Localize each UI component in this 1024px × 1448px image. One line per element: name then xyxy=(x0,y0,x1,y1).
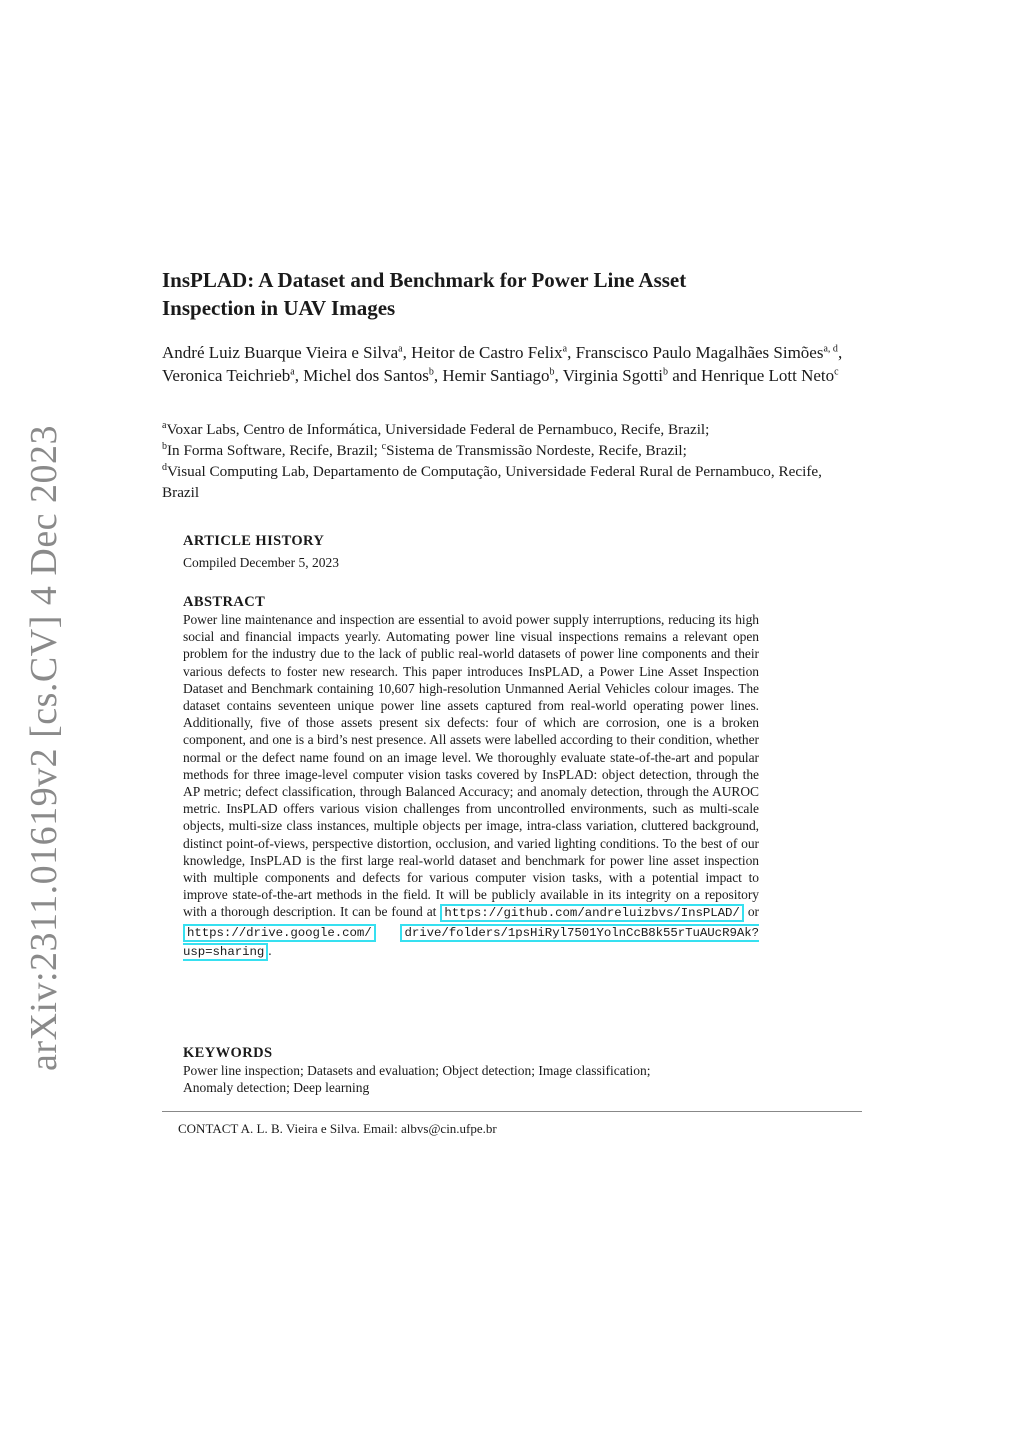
author-6: , Hemir Santiago xyxy=(433,366,550,385)
affiliations xyxy=(162,419,862,503)
arxiv-id-text: arXiv:2311.01619v2 [cs.CV] 4 Dec 2023 xyxy=(23,424,65,1072)
keywords-section xyxy=(183,1044,759,1096)
compiled-date: Compiled December 5, 2023 xyxy=(183,555,339,570)
author-8-sup: c xyxy=(834,366,839,378)
affiliation-d: Visual Computing Lab, Departamento de Computação, Universidade Federal Rural de Pernambuco, Recife, Brazil xyxy=(162,463,822,501)
keywords-heading: KEYWORDS xyxy=(183,1045,273,1061)
affil-b-sup: b xyxy=(162,440,167,452)
contact-footnote: CONTACT A. L. B. Vieira e Silva. Email: albvs@cin.ufpe.br xyxy=(178,1121,497,1136)
author-3: , Franscisco Paulo Magalhães Simões xyxy=(567,343,824,362)
affiliation-a: Voxar Labs, Centro de Informática, Universidade Federal de Pernambuco, Recife, Brazil; xyxy=(166,421,710,438)
abstract-end: . xyxy=(268,942,272,958)
author-3-sup: a, d xyxy=(823,343,838,355)
author-6-sup: b xyxy=(549,366,555,378)
abstract-body xyxy=(183,611,759,961)
abstract-text: Power line maintenance and inspection are essential to avoid power supply interruptions, reducing its high social and financial impacts yearly. Automating power line visual inspections remains a relevant open problem for the industry due to the lack of public real-world datasets of power line components and their various defects to foster new research. This paper introduces InsPLAD, a Power Line Asset Inspection Dataset and Benchmark containing 10,607 high-resolution Unmanned Aerial Vehicles colour images. The dataset contains seventeen unique power line assets captured from real-world operating power lines. Additionally, five of those assets present six defects: four of which are corrosion, one is a broken component, and one is a bird’s nest presence. All assets were labelled according to their condition, whether normal or the defect name found on an image level. We thoroughly evaluate state-of-the-art and popular methods for three image-level computer vision tasks covered by InsPLAD: object detection, through the AP metric; defect classification, through Balanced Accuracy; and anomaly detection, through the AUROC metric. InsPLAD offers various vision challenges from uncontrolled environments, such as multi-scale objects, multi-size class instances, multiple objects per image, intra-class variation, cluttered background, distinct point-of-views, perspective distortion, occlusion, and varied lighting conditions. To the best of our knowledge, InsPLAD is the first large real-world dataset and benchmark for power line asset inspection with multiple components and defects for various computer vision tasks, with a potential impact to improve state-of-the-art methods in the field. It will be publicly available in its integrity on a repository with a thorough description. It can be found at xyxy=(183,612,759,920)
author-1-sup: a xyxy=(398,343,403,355)
affiliation-b: In Forma Software, Recife, Brazil; xyxy=(167,442,382,459)
author-8: and Henrique Lott Neto xyxy=(667,366,835,385)
author-5: , Michel dos Santos xyxy=(294,366,429,385)
footnote-rule xyxy=(162,1111,862,1112)
title-line-1: InsPLAD: A Dataset and Benchmark for Power Line Asset xyxy=(162,268,687,292)
author-4: , Veronica Teichrieb xyxy=(162,343,843,385)
drive-link-part-1[interactable]: https://drive.google.com/ xyxy=(183,924,376,942)
article-history xyxy=(183,532,759,571)
author-5-sup: b xyxy=(428,366,434,378)
affiliation-c: Sistema de Transmissão Nordeste, Recife, Brazil; xyxy=(386,442,687,459)
abstract-or: or xyxy=(743,904,759,920)
author-2: , Heitor de Castro Felix xyxy=(402,343,563,362)
author-1: André Luiz Buarque Vieira e Silva xyxy=(162,343,399,362)
affil-d-sup: d xyxy=(162,461,167,473)
abstract-section xyxy=(183,593,759,961)
paper-title xyxy=(162,266,862,322)
arxiv-identifier xyxy=(14,424,74,1072)
affil-c-sup: c xyxy=(381,440,387,452)
author-4-sup: a xyxy=(290,366,295,378)
title-line-2: Inspection in UAV Images xyxy=(162,296,396,320)
drive-link-part-2[interactable]: drive/folders/1psHiRyl7501YolnCcB8k55rTuAUcR9Ak?usp=sharing xyxy=(183,925,759,959)
abstract-heading: ABSTRACT xyxy=(183,594,266,610)
affil-a-sup: a xyxy=(162,419,167,431)
author-7-sup: b xyxy=(662,366,668,378)
author-list xyxy=(162,341,862,387)
article-history-heading: ARTICLE HISTORY xyxy=(183,533,325,549)
author-2-sup: a xyxy=(562,343,568,355)
author-7: , Virginia Sgotti xyxy=(554,366,663,385)
keywords-list: Power line inspection; Datasets and evaluation; Object detection; Image classification; Anomaly detection; Deep learning xyxy=(183,1063,651,1096)
github-link[interactable]: https://github.com/andreluizbvs/InsPLAD/ xyxy=(440,904,743,922)
